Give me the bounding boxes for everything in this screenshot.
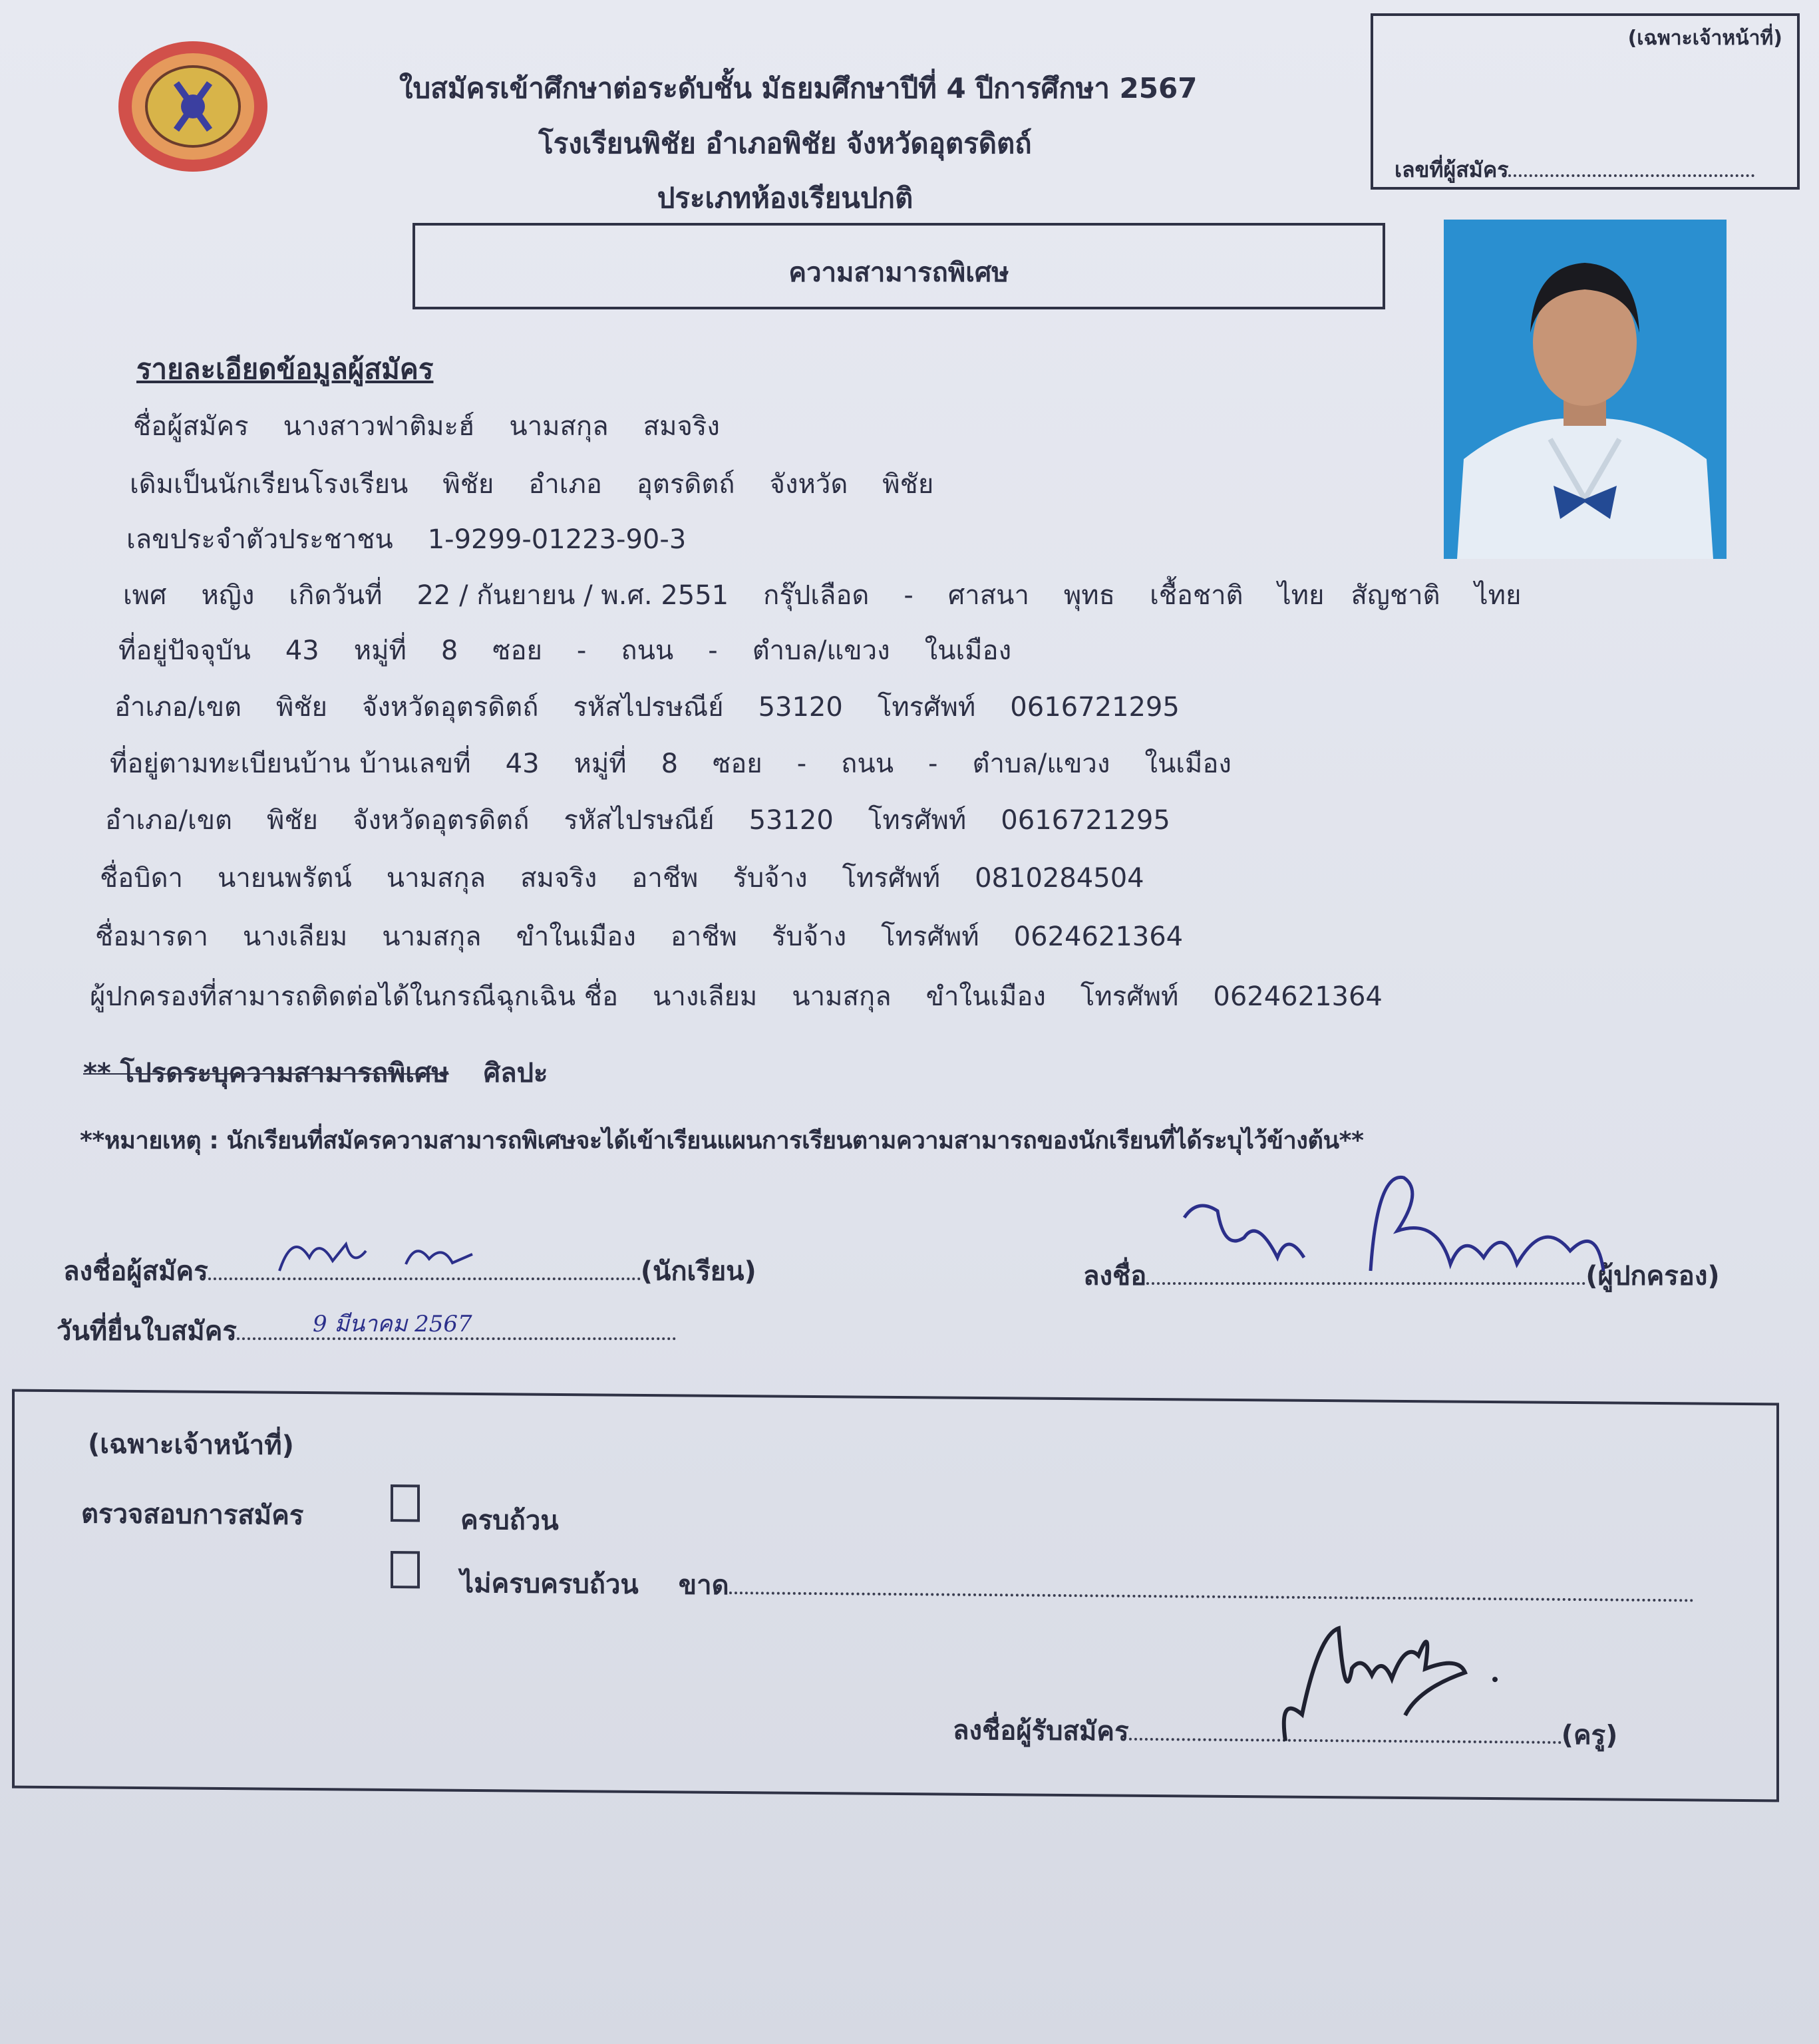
job-label: อาชีพ — [670, 922, 737, 952]
missing-label: ขาด — [678, 1570, 729, 1602]
current-address-row-1 — [118, 629, 1046, 671]
nationality: ไทย — [1474, 580, 1522, 611]
dob: 22 / กันยายน / พ.ศ. 2551 — [416, 580, 729, 611]
check-label: ตรวจสอบการสมัคร — [81, 1498, 304, 1532]
race-label: เชื้อชาติ — [1150, 580, 1243, 611]
current-phone: 0616721295 — [1010, 692, 1180, 723]
phone-label: โทรศัพท์ — [881, 922, 979, 952]
mother-surname: ขำในเมือง — [516, 922, 636, 952]
name-label: ชื่อผู้สมัคร — [133, 411, 249, 442]
guardian-phone: 0624621364 — [1213, 981, 1383, 1012]
registered-subdistrict: ในเมือง — [1144, 749, 1232, 779]
current-road: - — [708, 635, 718, 666]
father-name: นายนพรัตน์ — [218, 863, 352, 894]
registered-address-row-1 — [110, 742, 1266, 784]
religion: พุทธ — [1063, 580, 1116, 611]
mother-label: ชื่อมารดา — [95, 922, 208, 952]
moo-label: หมู่ที่ — [353, 635, 407, 666]
talent-label: ** โปรดระบุความสามารถพิเศษ — [83, 1058, 449, 1089]
incomplete-label: ไม่ครบครบถ้วน — [460, 1568, 639, 1600]
province-label: จังหวัด — [361, 692, 440, 723]
complete-checkbox[interactable] — [391, 1484, 420, 1522]
previous-school-row — [130, 462, 968, 505]
application-date: 9 มีนาคม 2567 — [313, 1311, 472, 1337]
talent-value: ศิลปะ — [483, 1058, 548, 1089]
id-label: เลขประจำตัวประชาชน — [126, 524, 393, 555]
header-line-1: ใบสมัครเข้าศึกษาต่อระดับชั้น มัธยมศึกษาปีที่ 4 ปีการศึกษา 2567 — [399, 72, 1198, 104]
guardian-name: นางเลียม — [652, 981, 758, 1012]
province-label: จังหวัด — [769, 469, 848, 500]
citizen-id: 1-9299-01223-90-3 — [427, 524, 687, 555]
prev-school: พิชัย — [442, 469, 494, 500]
road-label: ถนน — [841, 749, 894, 779]
district-label: อำเภอ/เขต — [105, 805, 233, 836]
mother-row — [95, 915, 1218, 957]
registered-address-row-2 — [105, 798, 1205, 841]
soi-label: ซอย — [713, 749, 762, 779]
current-soi: - — [576, 635, 587, 666]
blood-label: กรุ๊ปเลือด — [763, 580, 870, 611]
talent-row — [83, 1051, 583, 1094]
current-subdistrict: ในเมือง — [924, 635, 1012, 666]
applicant-surname: สมจริง — [643, 411, 720, 442]
current-house-no: 43 — [285, 635, 319, 666]
receiver-role: (ครู) — [1561, 1719, 1618, 1751]
district: อุตรดิตถ์ — [636, 469, 735, 500]
registered-address-label: ที่อยู่ตามทะเบียนบ้าน — [110, 749, 351, 779]
registered-province: อุตรดิตถ์ — [430, 805, 530, 836]
id-row — [126, 518, 721, 560]
house-no-label: บ้านเลขที่ — [359, 749, 471, 779]
registered-house-no: 43 — [505, 749, 540, 779]
guardian-row — [90, 975, 1417, 1017]
header-line-2: โรงเรียนพิชัย อำเภอพิชัย จังหวัดอุตรดิตถ์ — [538, 127, 1032, 160]
nationality-label: สัญชาติ — [1351, 580, 1440, 611]
staff-box — [12, 1389, 1779, 1802]
phone-label: โทรศัพท์ — [1080, 981, 1179, 1012]
current-postal: 53120 — [758, 692, 843, 723]
registered-phone: 0616721295 — [1001, 805, 1170, 836]
road-label: ถนน — [621, 635, 674, 666]
school-logo — [113, 37, 273, 176]
religion-label: ศาสนา — [947, 580, 1029, 611]
surname-label: นามสกุล — [792, 981, 892, 1012]
complete-label: ครบถ้วน — [460, 1504, 559, 1537]
phone-label: โทรศัพท์ — [877, 692, 976, 723]
moo-label: หมู่ที่ — [574, 749, 627, 779]
registered-moo: 8 — [661, 749, 679, 779]
soi-label: ซอย — [492, 635, 542, 666]
note-text: **หมายเหตุ : นักเรียนที่สมัครความสามารถพิเศษจะได้เข้าเรียนแผนการเรียนตามความสามารถของนักเรียนที่ได้ระบุไว้ข้างต้น** — [80, 1127, 1364, 1154]
father-surname: สมจริง — [520, 863, 597, 894]
officer-box — [1371, 13, 1800, 190]
race: ไทย — [1277, 580, 1325, 611]
province-label: จังหวัด — [352, 805, 431, 836]
receiver-signature — [1265, 1614, 1518, 1756]
current-address-row-2 — [114, 685, 1214, 728]
guardian-sign-label: ลงชื่อ — [1083, 1261, 1147, 1291]
section-title: รายละเอียดข้อมูลผู้สมัคร — [136, 353, 434, 385]
surname-label: นามสกุล — [382, 922, 482, 952]
applicant-no-label: เลขที่ผู้สมัคร — [1395, 149, 1754, 187]
mother-name: นางเลียม — [242, 922, 348, 952]
registered-road: - — [928, 749, 938, 779]
mother-job: รับจ้าง — [771, 922, 847, 952]
staff-title: (เฉพาะเจ้าหน้าที่) — [88, 1429, 294, 1461]
guardian-label: ผู้ปกครองที่สามารถติดต่อได้ในกรณีฉุกเฉิน ชื่อ — [90, 981, 618, 1012]
phone-label: โทรศัพท์ — [842, 863, 941, 894]
current-district: พิชัย — [276, 692, 327, 723]
father-job: รับจ้าง — [733, 863, 808, 894]
talent-banner — [413, 223, 1385, 309]
subdistrict-label: ตำบล/แขวง — [972, 749, 1110, 779]
header-line-3: ประเภทห้องเรียนปกติ — [657, 182, 913, 214]
phone-label: โทรศัพท์ — [868, 805, 967, 836]
current-moo: 8 — [440, 635, 458, 666]
blood: - — [904, 580, 913, 611]
father-label: ชื่อบิดา — [100, 863, 183, 894]
surname-label: นามสกุล — [509, 411, 609, 442]
registered-postal: 53120 — [748, 805, 834, 836]
banner-text: ความสามารถพิเศษ — [788, 257, 1009, 288]
incomplete-line — [460, 1562, 1694, 1614]
officer-box-title: (เฉพาะเจ้าหน้าที่) — [1627, 27, 1782, 50]
district-label: อำเภอ — [528, 469, 602, 500]
sex: หญิง — [201, 580, 255, 611]
applicant-name-row — [133, 405, 754, 447]
incomplete-checkbox[interactable] — [391, 1551, 420, 1588]
mother-phone: 0624621364 — [1013, 922, 1184, 952]
current-address-label: ที่อยู่ปัจจุบัน — [118, 635, 251, 666]
dob-label: เกิดวันที่ — [289, 580, 383, 611]
registered-soi: - — [796, 749, 807, 779]
receiver-label: ลงชื่อผู้รับสมัคร — [953, 1715, 1129, 1747]
current-province: อุตรดิตถ์ — [440, 692, 539, 723]
father-row — [100, 856, 1179, 899]
applicant-photo — [1444, 220, 1727, 559]
applicant-signature — [273, 1218, 492, 1284]
postal-label: รหัสไปรษณีย์ — [573, 692, 724, 723]
district-label: อำเภอ/เขต — [114, 692, 242, 723]
registered-district: พิชัย — [267, 805, 318, 836]
personal-info-row — [123, 574, 1556, 616]
father-phone: 0810284504 — [975, 863, 1144, 894]
job-label: อาชีพ — [631, 863, 699, 894]
guardian-signature — [1171, 1158, 1610, 1297]
applicant-role: (นักเรียน) — [640, 1256, 756, 1287]
province: พิชัย — [882, 469, 934, 500]
surname-label: นามสกุล — [386, 863, 486, 894]
guardian-role: (ผู้ปกครอง) — [1585, 1261, 1720, 1291]
applicant-name: นางสาวฟาติมะฮ์ — [283, 411, 475, 442]
postal-label: รหัสไปรษณีย์ — [564, 805, 715, 836]
date-label: วันที่ยื่นใบสมัคร — [57, 1316, 237, 1347]
guardian-surname: ขำในเมือง — [925, 981, 1046, 1012]
subdistrict-label: ตำบล/แขวง — [752, 635, 890, 666]
applicant-sign-label: ลงชื่อผู้สมัคร — [63, 1256, 208, 1287]
prev-school-label: เดิมเป็นนักเรียนโรงเรียน — [130, 469, 409, 500]
sex-label: เพศ — [123, 580, 167, 611]
